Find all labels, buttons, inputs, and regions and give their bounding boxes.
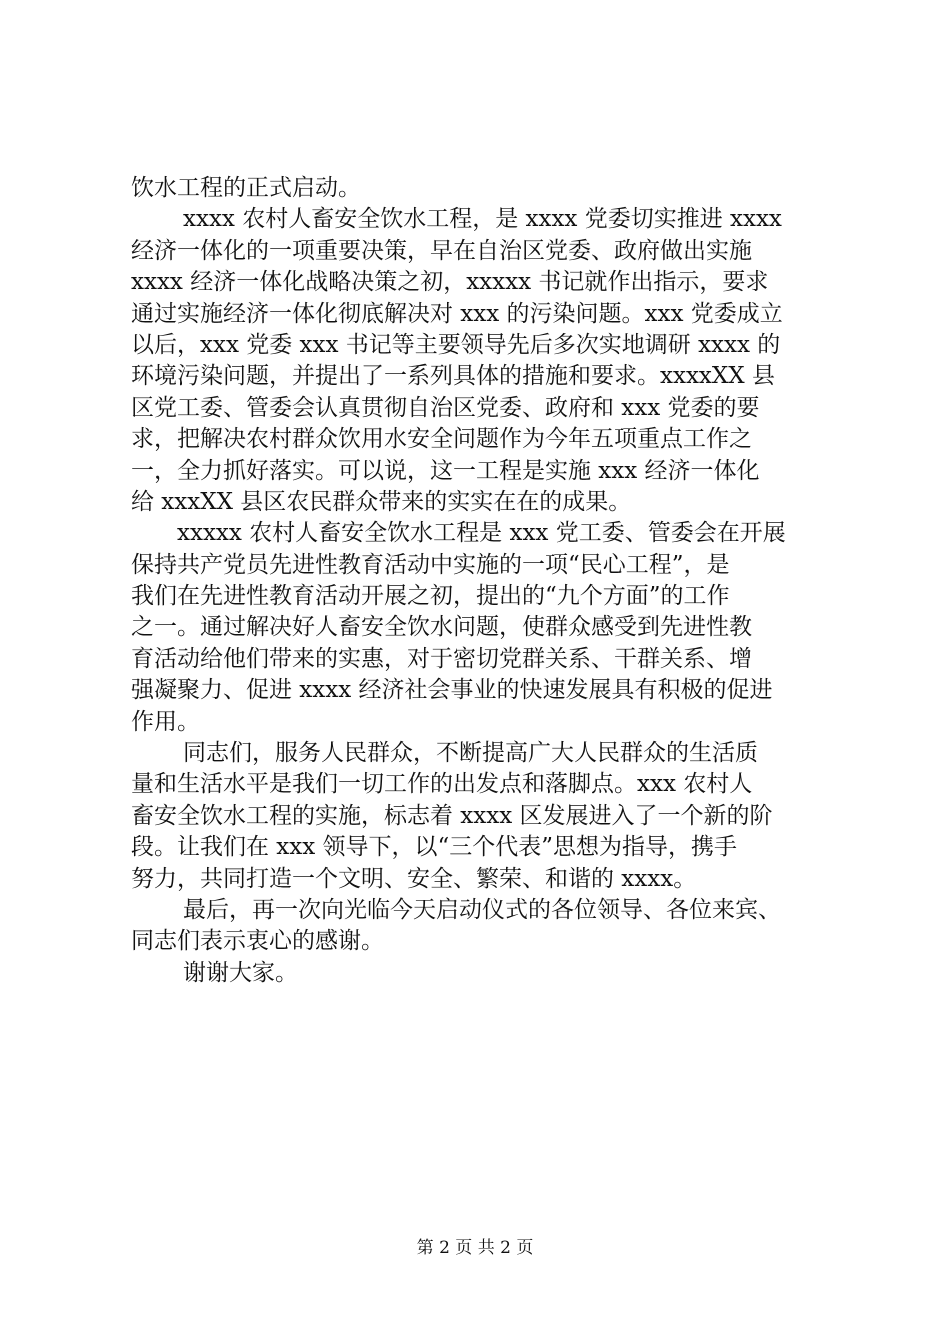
text-line: 区党工委、管委会认真贯彻自治区党委、政府和 xxx 党委的要 (131, 394, 760, 421)
text-line: 一，全力抓好落实。可以说，这一工程是实施 xxx 经济一体化 (131, 457, 760, 484)
text-line: 经济一体化的一项重要决策，早在自治区党委、政府做出实施 (131, 237, 752, 264)
text-line: 作用。 (131, 708, 200, 735)
paragraph-closing (131, 958, 831, 989)
text-line: 最后，再一次向光临今天启动仪式的各位领导、各位来宾、 (183, 896, 781, 923)
text-line: xxxx 经济一体化战略决策之初，xxxxx 书记就作出指示，要求 (131, 269, 769, 296)
text-line: 段。让我们在 xxx 领导下，以“三个代表”思想为指导，携手 (131, 834, 738, 861)
page-footer (0, 1238, 950, 1258)
text-line: 努力，共同打造一个文明、安全、繁荣、和谐的 xxxx。 (131, 865, 697, 892)
text-line: xxxxx 农村人畜安全饮水工程是 xxx 党工委、管委会在开展 (177, 520, 786, 547)
text-line: 我们在先进性教育活动开展之初，提出的“九个方面”的工作 (131, 583, 730, 610)
text-line: xxxx 农村人畜安全饮水工程，是 xxxx 党委切实推进 xxxx (183, 206, 782, 233)
text-line: 通过实施经济一体化彻底解决对 xxx 的污染问题。xxx 党委成立 (131, 300, 783, 327)
text-line: 育活动给他们带来的实惠，对于密切党群关系、干群关系、增 (131, 645, 752, 672)
text-line: 饮水工程的正式启动。 (131, 175, 361, 201)
paragraph-comrades (131, 738, 831, 895)
text-line: 同志们表示衷心的感谢。 (131, 928, 384, 955)
text-line: 以后，xxx 党委 xxx 书记等主要领导先后多次实地调研 xxxx 的 (131, 331, 781, 358)
text-line: 同志们，服务人民群众，不断提高广大人民群众的生活质 (183, 740, 758, 767)
paragraph-opening-fragment (131, 173, 831, 204)
text-line: 畜安全饮水工程的实施，标志着 xxxx 区发展进入了一个新的阶 (131, 802, 773, 829)
paragraph-project-background (131, 204, 831, 518)
text-line: 强凝聚力、促进 xxxx 经济社会事业的快速发展具有积极的促进 (131, 677, 773, 704)
paragraph-people-project (131, 518, 831, 738)
text-line: 谢谢大家。 (183, 959, 298, 986)
text-line: 求，把解决农村群众饮用水安全问题作为今年五项重点工作之 (131, 426, 752, 453)
text-line: 给 xxxXX 县区农民群众带来的实实在在的成果。 (131, 488, 632, 515)
document-body (131, 173, 831, 989)
page-number: 第 2 页 共 2 页 (416, 1238, 534, 1258)
text-line: 之一。通过解决好人畜安全饮水问题，使群众感受到先进性教 (131, 614, 752, 641)
text-line: 环境污染问题，并提出了一系列具体的措施和要求。xxxxXX 县 (131, 363, 775, 390)
paragraph-thanks-guests (131, 895, 831, 958)
text-line: 保持共产党员先进性教育活动中实施的一项“民心工程”，是 (131, 551, 730, 578)
text-line: 量和生活水平是我们一切工作的出发点和落脚点。xxx 农村人 (131, 771, 753, 798)
